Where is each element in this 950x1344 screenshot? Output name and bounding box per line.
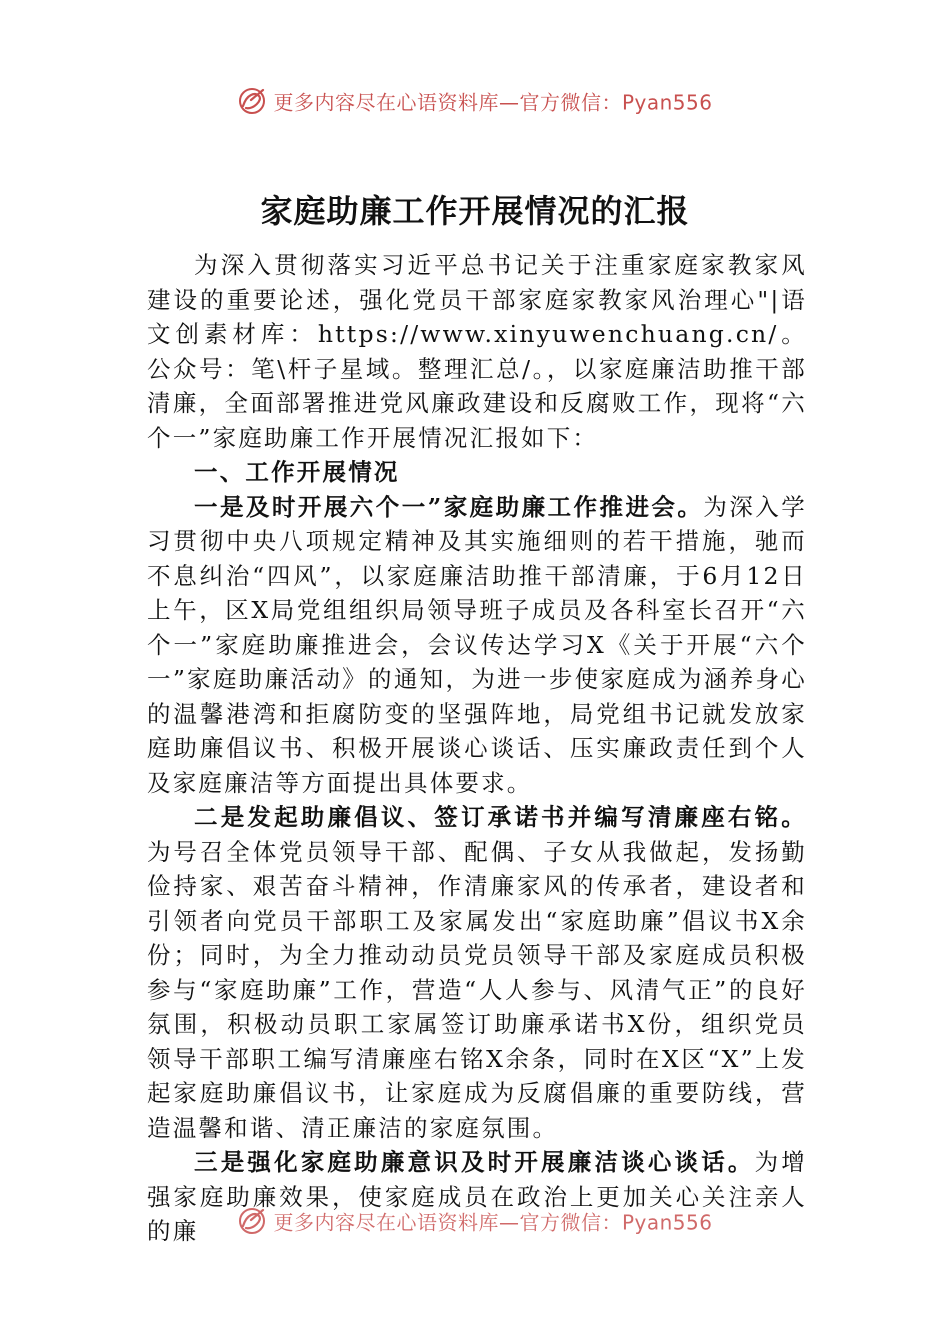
banner-text: 更多内容尽在心语资料库—官方微信：Pyan556 bbox=[273, 1210, 713, 1235]
item-text: 为号召全体党员领导干部、配偶、子女从我做起，发扬勤俭持家、艰苦奋斗精神，作清廉家风的传承者，建设者和引领者向党员干部职工及家属发出“家庭助廉”倡议书X余份；同时，为全力推动动员党员领导干部及家庭成员积极参与“家庭助廉”工作，营造“人人参与、风清气正”的良好氛围，积极动员职工家属签订助廉承诺书X份，组织党员领导干部职工编写清廉座右铭X余条，同时在X区“X”上发起家庭助廉倡议书，让家庭成为反腐倡廉的重要防线，营造温馨和谐、清正廉洁的家庭氛围。 bbox=[147, 837, 807, 1142]
document-body bbox=[147, 248, 807, 1249]
item-heading: 一是及时开展六个一”家庭助廉工作推进会。 bbox=[194, 492, 704, 521]
intro-paragraph: 为深入贯彻落实习近平总书记关于注重家庭家教家风建设的重要论述，强化党员干部家庭家教家风治理心"|语文创素材库：https://www.xinyuwenchuang.cn/。公众号：笔\杆子星域。整理汇总/。，以家庭廉洁助推干部清廉，全面部署推进党风廉政建设和反腐败工作，现将“六个一”家庭助廉工作开展情况汇报如下： bbox=[147, 251, 807, 452]
header-watermark-banner bbox=[0, 86, 950, 116]
banner-text: 更多内容尽在心语资料库—官方微信：Pyan556 bbox=[273, 90, 713, 115]
item-heading: 二是发起助廉倡议、签订承诺书并编写清廉座右铭。 bbox=[194, 803, 807, 831]
signature-logo-icon bbox=[237, 1206, 267, 1236]
section-heading bbox=[147, 455, 807, 490]
item-paragraph bbox=[147, 800, 807, 1145]
document-title: 家庭助廉工作开展情况的汇报 bbox=[260, 192, 690, 230]
footer-watermark-banner bbox=[0, 1206, 950, 1236]
item-text: 为深入学习贯彻中央八项规定精神及其实施细则的若干措施，驰而不息纠治“四风”，以家庭廉洁助推干部清廉，于6月12日上午，区X局党组组织局领导班子成员及各科室长召开“六个一”家庭助廉推进会，会议传达学习X《关于开展“六个一”家庭助廉活动》的通知，为进一步使家庭成为涵养身心的温馨港湾和拒腐防变的坚强阵地，局党组书记就发放家庭助廉倡议书、积极开展谈心谈话、压实廉政责任到个人及家庭廉洁等方面提出具体要求。 bbox=[147, 492, 807, 797]
item-text: 为增强家庭助廉效果，使家庭成员在政治上更加关心关注亲人的廉 bbox=[147, 1148, 808, 1245]
signature-logo-icon bbox=[237, 86, 267, 116]
item-heading: 三是强化家庭助廉意识及时开展廉洁谈心谈话。 bbox=[194, 1148, 755, 1176]
item-paragraph bbox=[147, 490, 807, 801]
section1-heading-text: 一、工作开展情况 bbox=[194, 458, 400, 486]
